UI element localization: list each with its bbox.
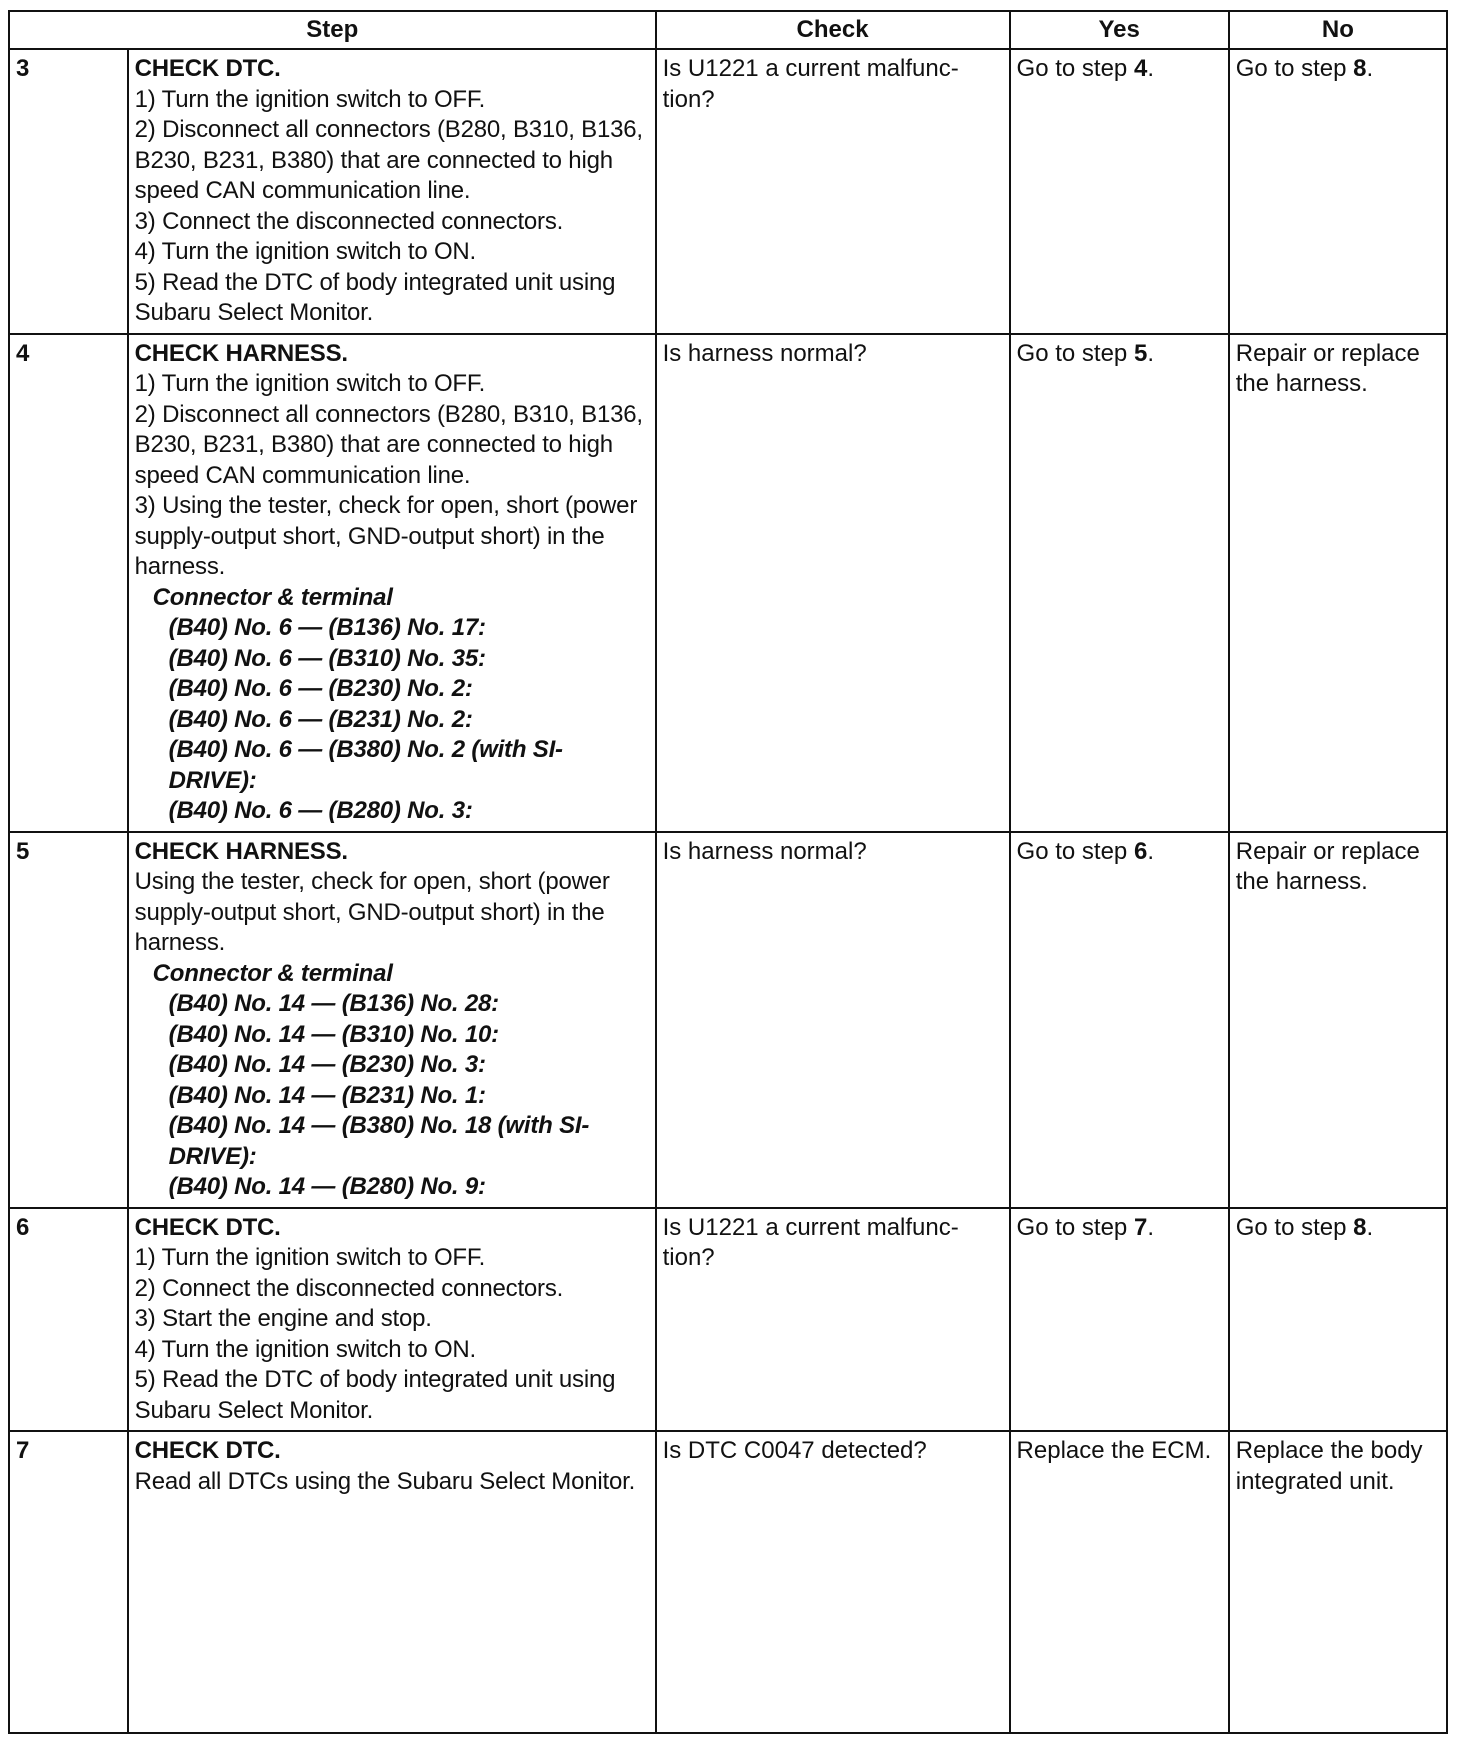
instruction-line: 3) Using the tester, check for open, short (power supply-output short, GND-output short) in the harness. [134,492,638,580]
no-action [1229,49,1447,334]
step-instructions [128,334,656,832]
yes-step-ref: 5 [1133,339,1148,367]
instruction-line: 4) Turn the ignition switch to ON. [134,238,477,265]
step-number: 3 [9,49,128,334]
instruction-line: 1) Turn the ignition switch to OFF. [134,85,486,113]
table-row [9,832,1447,1208]
connector-terminal-line: (B40) No. 6 — (B231) No. 2: [168,705,473,733]
table-row [9,334,1447,832]
no-action [1229,1208,1447,1432]
connector-terminal-line: (B40) No. 6 — (B380) No. 2 (with SI-DRIVE): [168,736,563,794]
step-title: CHECK HARNESS. [134,339,348,367]
connector-terminal-heading: Connector & terminal [152,959,393,987]
connector-terminal-line: (B40) No. 14 — (B380) No. 18 (with SI-DRIVE): [168,1112,590,1170]
instruction-line: 5) Read the DTC of body integrated unit using Subaru Select Monitor. [134,268,616,326]
step-number: 7 [9,1431,128,1733]
check-question: Is U1221 a current malfunc-tion? [656,1208,1010,1432]
no-action-suffix: . [1366,55,1374,82]
connector-terminal-line: (B40) No. 6 — (B230) No. 2: [168,675,473,702]
header-step: Step [9,11,656,49]
connector-terminal-line: (B40) No. 14 — (B310) No. 10: [168,1020,499,1048]
yes-action: Replace the ECM. [1010,1431,1229,1733]
no-step-ref: 8 [1353,55,1367,82]
yes-action [1010,832,1229,1208]
yes-action-suffix: . [1147,1213,1154,1241]
yes-step-ref: 4 [1133,55,1148,82]
step-title: CHECK DTC. [134,1213,281,1241]
header-yes: Yes [1010,11,1229,49]
no-action: Repair or replace the harness. [1229,334,1447,832]
no-step-ref: 8 [1353,1213,1367,1241]
instruction-line: 2) Disconnect all connectors (B280, B310, B136, B230, B231, B380) that are connected to high speed CAN communication line. [134,116,643,204]
yes-action-suffix: . [1147,837,1154,865]
yes-step-ref: 7 [1133,1213,1148,1241]
no-action-prefix: Go to step [1235,55,1354,82]
yes-action [1010,49,1229,334]
table-header-row [9,11,1447,49]
connector-terminal-line: (B40) No. 14 — (B280) No. 9: [168,1173,486,1200]
instruction-line: 1) Turn the ignition switch to OFF. [134,1244,486,1271]
header-no: No [1229,11,1447,49]
step-instructions [128,1431,656,1733]
yes-action-suffix: . [1147,339,1154,367]
diagnostic-procedure-table [8,10,1448,1734]
step-number: 5 [9,832,128,1208]
table-row [9,49,1447,334]
instruction-line: Using the tester, check for open, short (power supply-output short, GND-output short) in the harness. [134,868,610,956]
connector-terminal-line: (B40) No. 6 — (B310) No. 35: [168,644,486,672]
check-question: Is harness normal? [656,832,1010,1208]
yes-action [1010,1208,1229,1432]
yes-step-ref: 6 [1133,837,1148,865]
yes-action-prefix: Go to step [1016,339,1134,367]
check-question: Is DTC C0047 detected? [656,1431,1010,1733]
instruction-line: Read all DTCs using the Subaru Select Monitor. [134,1467,636,1495]
connector-terminal-line: (B40) No. 14 — (B230) No. 3: [168,1051,486,1078]
instruction-line: 2) Connect the disconnected connectors. [134,1274,564,1302]
connector-terminal-line: (B40) No. 14 — (B231) No. 1: [168,1081,486,1109]
instruction-line: 3) Connect the disconnected connectors. [134,207,564,235]
no-action: Replace the body integrated unit. [1229,1431,1447,1733]
step-number: 4 [9,334,128,832]
yes-action-prefix: Go to step [1016,1213,1134,1241]
step-number: 6 [9,1208,128,1432]
no-action-suffix: . [1366,1213,1374,1241]
instruction-line: 1) Turn the ignition switch to OFF. [134,370,486,397]
yes-action-prefix: Go to step [1016,55,1134,82]
step-title: CHECK DTC. [134,55,281,82]
step-title: CHECK HARNESS. [134,837,348,865]
step-instructions [128,49,656,334]
table-row [9,1431,1447,1733]
instruction-line: 3) Start the engine and stop. [134,1305,432,1332]
no-action: Repair or replace the harness. [1229,832,1447,1208]
step-instructions [128,1208,656,1432]
yes-action-prefix: Go to step [1016,837,1134,865]
table-row [9,1208,1447,1432]
instruction-line: 2) Disconnect all connectors (B280, B310, B136, B230, B231, B380) that are connected to high speed CAN communication line. [134,400,643,489]
connector-terminal-line: (B40) No. 6 — (B136) No. 17: [168,614,486,641]
header-check: Check [656,11,1010,49]
connector-terminal-line: (B40) No. 6 — (B280) No. 3: [168,797,473,824]
no-action-prefix: Go to step [1235,1213,1354,1241]
yes-action-suffix: . [1147,55,1154,82]
instruction-line: 5) Read the DTC of body integrated unit using Subaru Select Monitor. [134,1366,616,1424]
step-title: CHECK DTC. [134,1437,281,1464]
step-instructions [128,832,656,1208]
yes-action [1010,334,1229,832]
instruction-line: 4) Turn the ignition switch to ON. [134,1335,477,1363]
connector-terminal-line: (B40) No. 14 — (B136) No. 28: [168,990,499,1017]
check-question: Is U1221 a current malfunc-tion? [656,49,1010,334]
connector-terminal-heading: Connector & terminal [152,583,393,611]
check-question: Is harness normal? [656,334,1010,832]
